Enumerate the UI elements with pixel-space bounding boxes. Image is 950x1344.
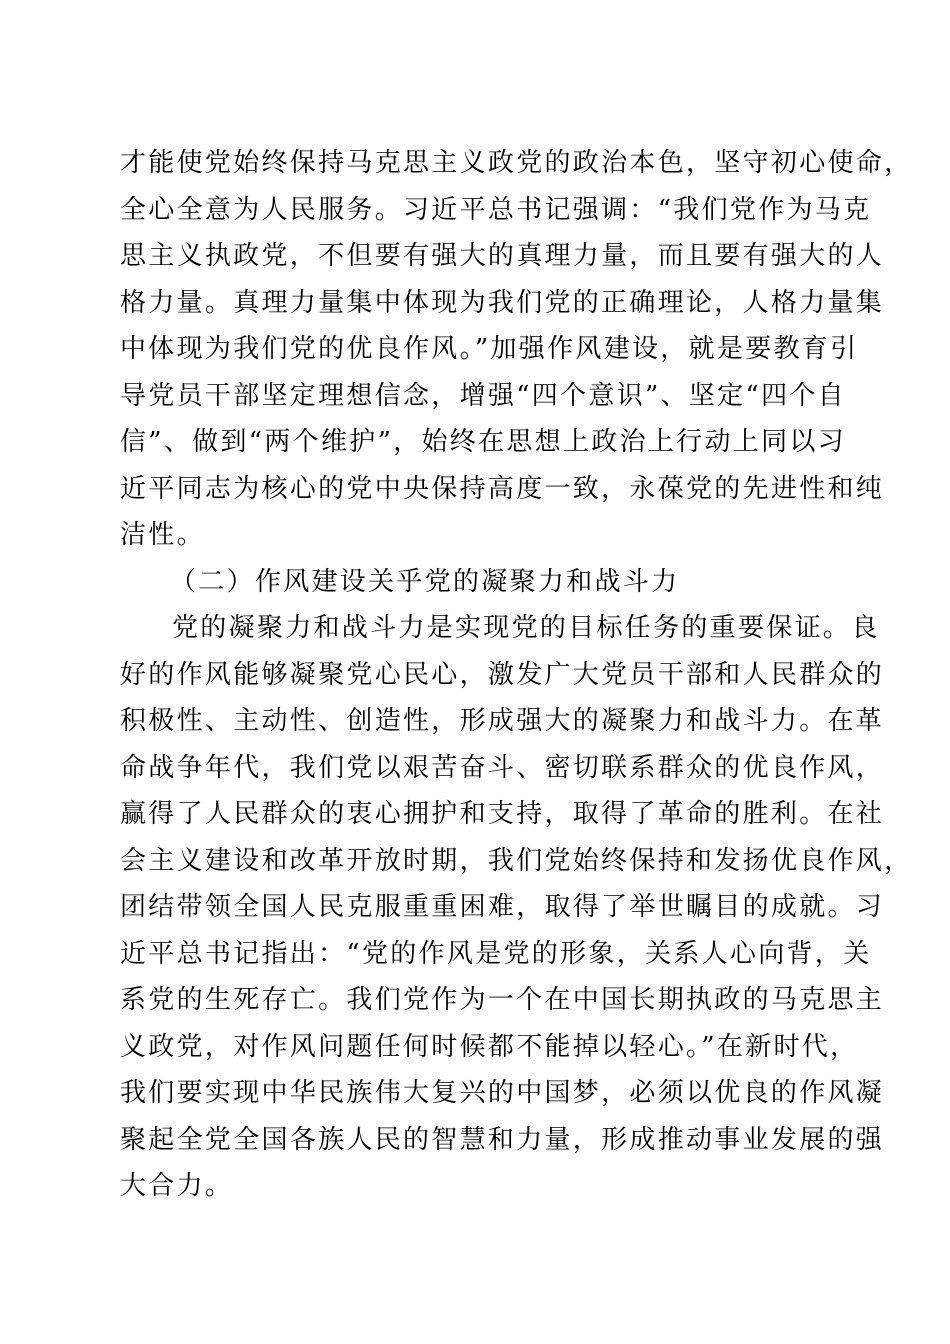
paragraph-line: 导党员干部坚定理想信念，增强“四个意识”、坚定“四个自 — [120, 380, 846, 411]
paragraph-line: 系党的生死存亡。我们党作为一个在中国长期执政的马克思主 — [120, 985, 885, 1015]
paragraph-line: 中体现为我们党的优良作风。”加强作风建设，就是要教育引 — [120, 334, 859, 364]
paragraph-line: 会主义建设和改革开放时期，我们党始终保持和发扬优良作风， — [120, 845, 913, 876]
paragraph-line: 才能使党始终保持马克思主义政党的政治本色，坚守初心使命， — [120, 148, 913, 178]
paragraph-line: 义政党，对作风问题任何时候都不能掉以轻心。”在新时代， — [120, 1031, 859, 1062]
paragraph-line: 洁性。 — [120, 520, 205, 550]
paragraph-line: 积极性、主动性、创造性，形成强大的凝聚力和战斗力。在革 — [120, 706, 885, 736]
paragraph-line: 大合力。 — [120, 1171, 234, 1201]
paragraph-line: 近平总书记指出：“党的作风是党的形象，关系人心向背，关 — [120, 938, 872, 969]
paragraph-line: 好的作风能够凝聚党心民心，激发广大党员干部和人民群众的 — [120, 659, 885, 690]
paragraph-line: 聚起全党全国各族人民的智慧和力量，形成推动事业发展的强 — [120, 1124, 885, 1155]
paragraph-line: 我们要实现中华民族伟大复兴的中国梦，必须以优良的作风凝 — [120, 1078, 885, 1108]
paragraph-2 — [120, 605, 913, 1210]
paragraph-line: 格力量。真理力量集中体现为我们党的正确理论，人格力量集 — [120, 287, 885, 318]
paragraph-line: 命战争年代，我们党以艰苦奋斗、密切联系群众的优良作风， — [120, 752, 885, 783]
paragraph-line: 信”、做到“两个维护”，始终在思想上政治上行动上同以习 — [120, 427, 846, 457]
paragraph-line: 近平同志为核心的党中央保持高度一致，永葆党的先进性和纯 — [120, 473, 885, 504]
paragraph-1 — [120, 140, 913, 559]
paragraph-line: 党的凝聚力和战斗力是实现党的目标任务的重要保证。良 — [172, 613, 880, 643]
section-heading: （二）作风建设关乎党的凝聚力和战斗力 — [170, 566, 680, 597]
paragraph-line: 团结带领全国人民克服重重困难，取得了举世瞩目的成就。习 — [120, 892, 885, 922]
paragraph-line: 赢得了人民群众的衷心拥护和支持，取得了革命的胜利。在社 — [120, 799, 885, 829]
paragraph-line: 思主义执政党，不但要有强大的真理力量，而且要有强大的人 — [120, 241, 885, 271]
document-body — [120, 140, 913, 1210]
paragraph-line: 全心全意为人民服务。习近平总书记强调：“我们党作为马克 — [120, 194, 872, 225]
